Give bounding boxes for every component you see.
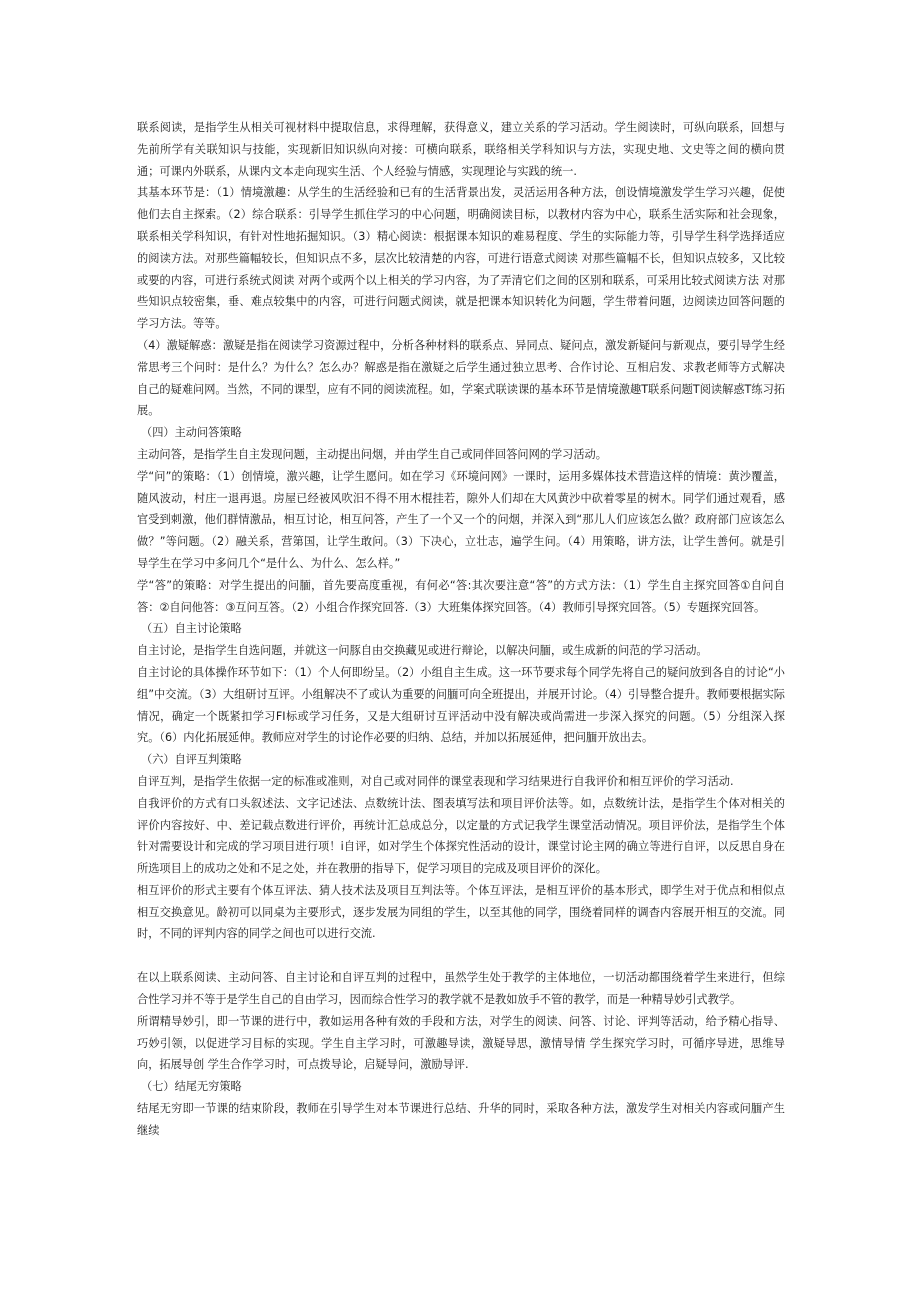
document-body xyxy=(137,117,785,1142)
paragraph-doubt-and-resolve: （4）激疑解惑：激疑是指在阅读学习资源过程中，分析各种材料的联系点、异同点、疑问点，激发新疑问与新观点，要引导学生经常思考三个问时：是什么？为什么？怎么办？解惑是指在激疑之后学生通过独立思考、合作讨论、互相启发、求教老师等方式解决自己的疑难问网。当然，不同的课型，应有不同的阅读流程。如，学案式联读课的基本环节是情境激趣T联系问题T阅读解惑T练习拓展。 xyxy=(137,338,785,418)
paragraph-peer-evaluation-methods: 相互评价的形式主要有个体互评法、猜人技术法及项目互判法等。个体互评法，是相互评价的基本形式，即学生对于优点和相似点相互交换意见。龄初可以同桌为主要形式，逐步发展为同组的学生，以至其他的同学，围绕着同样的调杳内容展开相互的交流。同时，不同的评判内容的同学之间也可以进行交流. xyxy=(137,883,785,941)
paragraph-evaluation-definition: 自评互判，是指学生依据一定的标准或准则，对自己或对同伴的课堂表现和学习结果进行自我评价和相互评价的学习活动. xyxy=(137,774,734,788)
paragraph-active-qa-definition: 主动问答，是指学生自主发现问题，主动提出问烟，并由学生自己或同伴回答问网的学习活动。 xyxy=(137,447,607,461)
section-heading-active-qa: （四）主动问答策略 xyxy=(141,426,242,440)
paragraph-discussion-steps: 自主讨论的具体操作环节如下：（1）个人何即纷呈。（2）小组自主生成。这一环节要求每个同学先将自己的疑问放到各自的讨论“小组”中交流。（3）大组研讨互评。小组解决不了或认为重要的问腼可向全班提出，并展开讨论。（4）引导整合提升。教师要根据实际情况，确定一个既紧扣学习FI标或学习任务，又是大组研讨互评活动中没有解决或尚需进一步深入探究的问题。（5）分组深入探究。（6）内化拓展延伸。教师应对学生的讨论作必要的归纳、总结，并加以拓展延伸，把问腼开放出去。 xyxy=(137,665,785,745)
paragraph-spacer xyxy=(137,945,785,967)
paragraph-answering-strategy: 学“答”的策略：对学生提出的问腼，首先要高度重视，有何必“答:其次要注意“答”的方式方法：（1）学生自主探究回答①自问自答：②自问他答：③互问互答。（2）小组合作探究回答.（3）大班集体探究回答。（4）教师引导探究回答。（5）专题探究回答。 xyxy=(137,578,785,614)
paragraph-linked-reading-definition: 联系阅读，是指学生从相关可视材料中提取信息，求得理解，获得意义，建立关系的学习活动。学生阅读时，可纵向联系，回想与先前所学有关联知识与技能，实现新旧知识纵向对接：可横向联系，联络相关学科知识与方法，实现史地、文史等之间的横向贯通；可课内外联系，从课内文本走向现实生活、个人经验与情感，实现理论与实践的统一. xyxy=(137,121,785,178)
section-heading-endless-ending: （七）结尾无穷策略 xyxy=(141,1080,242,1094)
paragraph-self-evaluation-methods: 自我评价的方式有口头叙述法、文字记述法、点数统计法、图表填写法和项目评价法等。如，点数统计法，是指学生个体对相关的评价内容按好、中、差记载点数进行评价，再统计汇总成总分，以定量的方式记我学生课堂活动情况。项目评价法，是指学生个体针对需要设计和完成的学习项目进行项！i自评，如对学生个体探究性活动的设计，课堂讨论主网的确立等进行自评，以反思自身在所选项目上的成功之处和不足之处，并在教册的指导下，促学习项目的完成及项目评价的深化。 xyxy=(137,796,785,876)
paragraph-self-discussion-definition: 自主讨论，是指学生自选问题，并就这一问豚自由交换藏见或进行辩论，以解决问腼，或生成新的问范的学习活动。 xyxy=(137,644,708,658)
paragraph-fine-guidance: 所谓精导妙引，即一节课的进行中，教如运用各种有效的手段和方法，对学生的阅读、问答、讨论、评判等活动，给予精心指导、巧妙引领，以促进学习目标的实现。学生自主学习时，可激趣导读，激疑导思，激情导情 学生探究学习时，可循序导进，思维导向，拓展导创 学生合作学习时，可点拨导论，启疑导问，激励导评. xyxy=(137,1014,785,1072)
paragraph-basic-steps: 其基本环节是：（1）情境激趣：从学生的生活经验和已有的生活背景出发，灵活运用各种方法，创设情境激发学生学习兴趣，促使他们去自主探索。（2）综合联系：引导学生抓住学习的中心问题，明确阅读目标，以教材内容为中心，联系生活实际和社会现象，联系相关学科知识，有针对性地拓掘知识。（3）精心阅读：根据课本知识的难易程度、学生的实际能力等，引导学生科学选择适应的阅读方法。对那些篇幅较长，但知识点不多，层次比较清楚的内容，可进行语意式阅读 对那些篇幅不长，但知识点较多，又比较或要的内容，可进行系统式阅读 对两个或两个以上相关的学习内容，为了弄清它们之间的区别和联系，可采用比较式阅读方法 对那些知识点较密集，垂、难点较集中的内容，可进行问题式阅读，就是把课本知识转化为问题，学生带着问题，边阅读边回答问题的学习方法。等等。 xyxy=(137,186,785,331)
section-heading-self-peer-evaluation: （六）自评互判策略 xyxy=(141,753,242,767)
paragraph-endless-ending-definition: 结尾无穷即一节课的结束阶段，教师在引导学生对本节课进行总结、升华的同时，采取各种方法，激发学生对相关内容或问腼产生继续 xyxy=(137,1102,785,1137)
paragraph-guided-teaching: 在以上联系阅读、主动问答、自主讨论和自评互判的过程中，虽然学生处于教学的主体地位，一切活动都围绕着学生来进行，但综合性学习并不等于是学生自己的自由学习，因而综合性学习的教学就不是教如放手不管的教学，而是一种精导妙引式教学。 xyxy=(137,971,785,1007)
paragraph-asking-strategy: 学“问”的策略：（1）创情境，激兴趣，让学生愿问。如在学习《环境问网》一课时，运用多媒体技术营造这样的情境：黄沙覆盖，随风波动，村庄一退再退。房屋已经被风吹汨不得不用木棍挂若，隙外人们却在大风黄沙中砍着零星的树木。同学们通过观看，感官受到刺激，他们群情激品，相互讨论，相互问答，产生了一个又一个的问烟，并深入到“那儿人们应该怎么做？政府部门应该怎么做？”等问题。（2）融关系，营第国，让学生敢问。（3）下决心，立壮志，遍学生问。（4）用策略，讲方法，让学生善何。就是引导学生在学习中多问几个“是什么、为什么、怎么样。” xyxy=(137,469,785,570)
section-heading-self-discussion: （五）自主讨论策略 xyxy=(141,622,242,636)
